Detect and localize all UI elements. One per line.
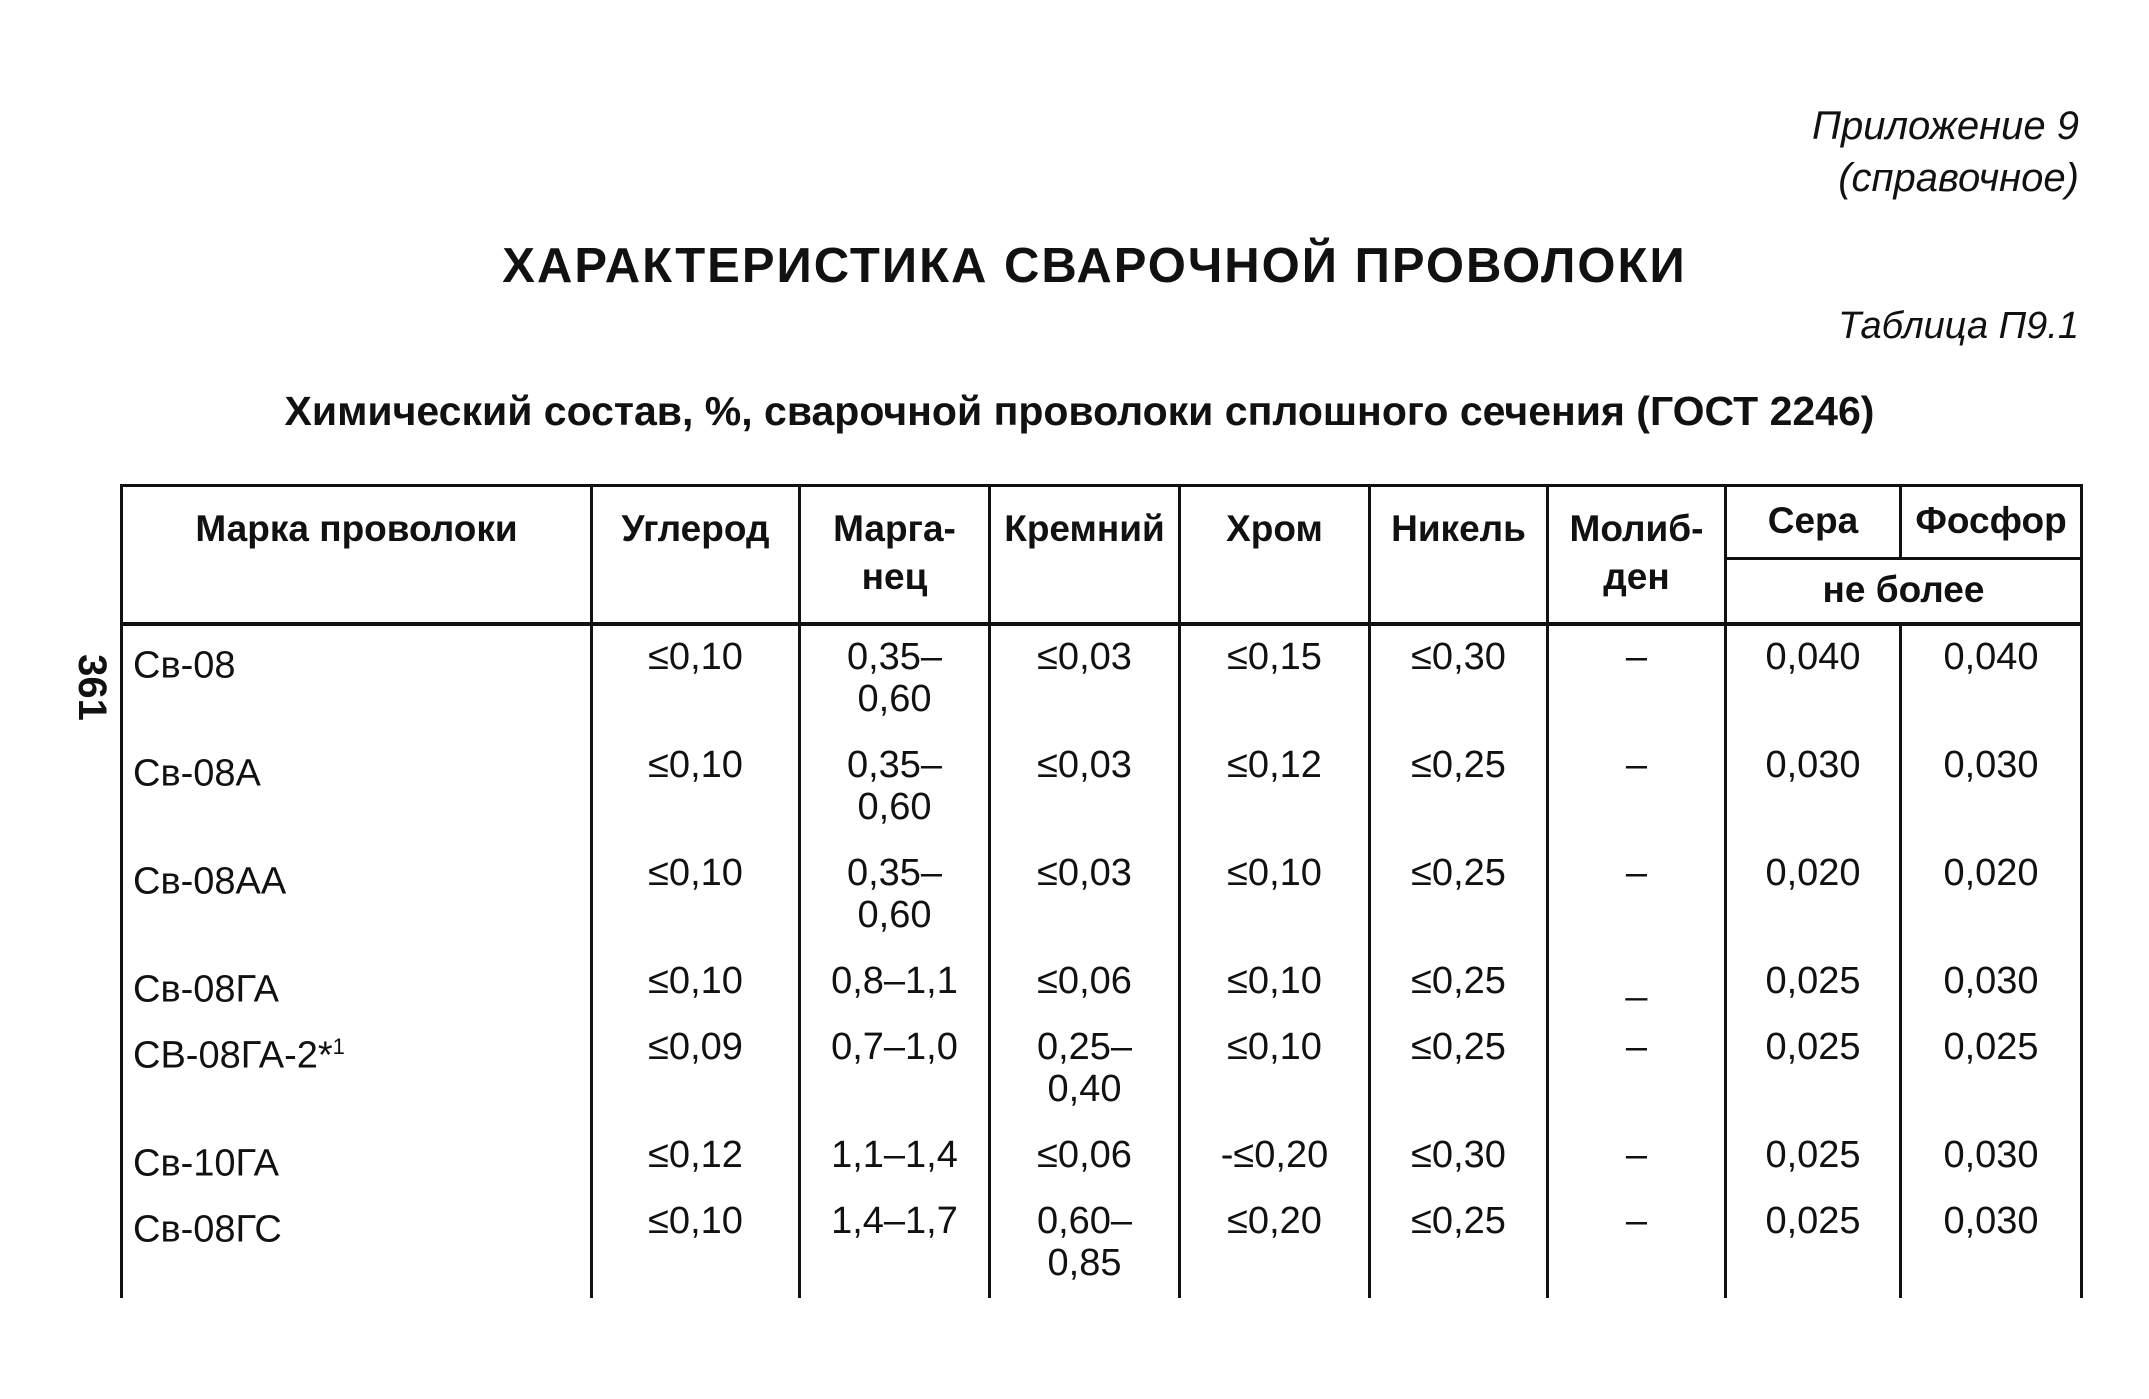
appendix-label xyxy=(1812,100,2079,204)
cell-sulfur: 0,030 xyxy=(1726,734,1901,842)
cell-nickel: ≤0,25 xyxy=(1370,1016,1548,1124)
col-header-manganese-line1: Марга- xyxy=(833,508,956,549)
table-header xyxy=(122,486,2082,625)
composition-table xyxy=(120,484,2083,1298)
grade-text: Св-08АА xyxy=(133,860,287,903)
cell-carbon: ≤0,10 xyxy=(592,842,800,950)
cell-silicon xyxy=(990,734,1180,842)
cell-manganese xyxy=(800,950,990,1016)
manganese-line1: 0,35– xyxy=(846,744,943,786)
cell-nickel: ≤0,25 xyxy=(1370,1190,1548,1298)
cell-chromium: ≤0,10 xyxy=(1180,842,1370,950)
col-header-nickel: Никель xyxy=(1370,486,1548,625)
table-row xyxy=(122,842,2082,950)
appendix-note: (справочное) xyxy=(1838,156,2079,200)
col-header-chromium: Хром xyxy=(1180,486,1370,625)
table-row xyxy=(122,1124,2082,1190)
grade-text: Св-08ГС xyxy=(133,1208,282,1251)
cell-molybdenum: – xyxy=(1548,1016,1726,1124)
cell-molybdenum: – xyxy=(1548,842,1726,950)
manganese-line1: 0,35– xyxy=(846,852,943,894)
cell-carbon: ≤0,10 xyxy=(592,734,800,842)
grade-text: СВ-08ГА-2* xyxy=(133,1034,333,1077)
grade-text: Св-08А xyxy=(133,752,261,795)
cell-silicon xyxy=(990,1124,1180,1190)
cell-manganese xyxy=(800,1016,990,1124)
cell-phosphorus: 0,040 xyxy=(1901,624,2082,734)
cell-molybdenum: – xyxy=(1548,624,1726,734)
cell-manganese xyxy=(800,734,990,842)
cell-nickel: ≤0,25 xyxy=(1370,950,1548,1016)
cell-nickel: ≤0,30 xyxy=(1370,1124,1548,1190)
silicon-line1: 0,60– xyxy=(1036,1200,1133,1242)
cell-phosphorus: 0,030 xyxy=(1901,950,2082,1016)
cell-carbon: ≤0,10 xyxy=(592,624,800,734)
cell-chromium: ≤0,12 xyxy=(1180,734,1370,842)
col-header-not-more: не более xyxy=(1726,559,2082,625)
cell-manganese xyxy=(800,1190,990,1298)
cell-molybdenum: – xyxy=(1548,1124,1726,1190)
cell-phosphorus: 0,030 xyxy=(1901,734,2082,842)
cell-phosphorus: 0,030 xyxy=(1901,1190,2082,1298)
col-header-grade: Марка проволоки xyxy=(122,486,592,625)
page-title: ХАРАКТЕРИСТИКА СВАРОЧНОЙ ПРОВОЛОКИ xyxy=(502,239,1687,293)
manganese-line1: 0,8–1,1 xyxy=(831,960,958,1002)
cell-grade xyxy=(122,842,592,950)
appendix-number: Приложение 9 xyxy=(1811,104,2079,148)
grade-text: Св-08 xyxy=(133,644,236,687)
cell-manganese xyxy=(800,1124,990,1190)
cell-carbon: ≤0,12 xyxy=(592,1124,800,1190)
cell-silicon xyxy=(990,624,1180,734)
silicon-line1: ≤0,06 xyxy=(1037,960,1132,1002)
cell-grade xyxy=(122,1016,592,1124)
cell-phosphorus: 0,030 xyxy=(1901,1124,2082,1190)
silicon-line1: ≤0,03 xyxy=(1037,636,1132,678)
silicon-line2: 0,85 xyxy=(1047,1242,1122,1284)
col-header-sulfur: Сера xyxy=(1726,486,1901,559)
cell-grade xyxy=(122,1124,592,1190)
col-header-phosphorus: Фосфор xyxy=(1901,486,2082,559)
col-header-manganese-line2: нец xyxy=(861,556,928,597)
table-row xyxy=(122,1016,2082,1124)
manganese-line1: 1,1–1,4 xyxy=(831,1134,958,1176)
cell-phosphorus: 0,020 xyxy=(1901,842,2082,950)
table-id: Таблица П9.1 xyxy=(1838,305,2079,347)
cell-sulfur: 0,025 xyxy=(1726,950,1901,1016)
manganese-line2: 0,60 xyxy=(857,894,932,936)
cell-carbon: ≤0,10 xyxy=(592,1190,800,1298)
manganese-line1: 0,7–1,0 xyxy=(831,1026,958,1068)
cell-silicon xyxy=(990,950,1180,1016)
cell-grade xyxy=(122,1190,592,1298)
table-row xyxy=(122,734,2082,842)
col-header-molybdenum xyxy=(1548,486,1726,625)
silicon-line1: ≤0,03 xyxy=(1037,852,1132,894)
cell-chromium: ≤0,20 xyxy=(1180,1190,1370,1298)
cell-chromium: ≤0,10 xyxy=(1180,1016,1370,1124)
cell-sulfur: 0,025 xyxy=(1726,1190,1901,1298)
col-header-molybdenum-line1: Молиб- xyxy=(1569,508,1704,549)
table-row xyxy=(122,1190,2082,1298)
cell-carbon: ≤0,09 xyxy=(592,1016,800,1124)
manganese-line2: 0,60 xyxy=(857,786,932,828)
table-subtitle: Химический состав, %, сварочной проволоки сплошного сечения (ГОСТ 2246) xyxy=(284,388,1875,434)
cell-carbon: ≤0,10 xyxy=(592,950,800,1016)
silicon-line1: 0,25– xyxy=(1036,1026,1133,1068)
cell-molybdenum: – xyxy=(1548,734,1726,842)
cell-manganese xyxy=(800,624,990,734)
table-row xyxy=(122,624,2082,734)
cell-sulfur: 0,025 xyxy=(1726,1124,1901,1190)
cell-chromium: ≤0,10 xyxy=(1180,950,1370,1016)
silicon-line1: ≤0,03 xyxy=(1037,744,1132,786)
manganese-line2: 0,60 xyxy=(857,678,932,720)
cell-silicon xyxy=(990,842,1180,950)
cell-grade xyxy=(122,734,592,842)
cell-manganese xyxy=(800,842,990,950)
cell-sulfur: 0,040 xyxy=(1726,624,1901,734)
cell-silicon xyxy=(990,1190,1180,1298)
cell-nickel: ≤0,25 xyxy=(1370,734,1548,842)
cell-sulfur: 0,025 xyxy=(1726,1016,1901,1124)
col-header-molybdenum-line2: ден xyxy=(1603,556,1670,597)
cell-chromium: ≤0,15 xyxy=(1180,624,1370,734)
col-header-carbon: Углерод xyxy=(592,486,800,625)
cell-phosphorus: 0,025 xyxy=(1901,1016,2082,1124)
manganese-line1: 0,35– xyxy=(846,636,943,678)
cell-grade xyxy=(122,624,592,734)
silicon-line2: 0,40 xyxy=(1047,1068,1122,1110)
grade-text: Св-08ГА xyxy=(133,968,279,1011)
cell-molybdenum: – xyxy=(1548,1190,1726,1298)
silicon-line1: ≤0,06 xyxy=(1037,1134,1132,1176)
page-number: 361 xyxy=(69,654,114,721)
grade-text: Св-10ГА xyxy=(133,1142,279,1185)
table-row xyxy=(122,950,2082,1016)
cell-nickel: ≤0,30 xyxy=(1370,624,1548,734)
col-header-manganese xyxy=(800,486,990,625)
grade-footnote: 1 xyxy=(332,1034,345,1059)
cell-nickel: ≤0,25 xyxy=(1370,842,1548,950)
manganese-line1: 1,4–1,7 xyxy=(831,1200,958,1242)
table-body xyxy=(122,624,2082,1298)
cell-silicon xyxy=(990,1016,1180,1124)
cell-molybdenum: _ xyxy=(1548,950,1726,1016)
cell-grade xyxy=(122,950,592,1016)
cell-sulfur: 0,020 xyxy=(1726,842,1901,950)
cell-chromium: -≤0,20 xyxy=(1180,1124,1370,1190)
col-header-silicon: Кремний xyxy=(990,486,1180,625)
